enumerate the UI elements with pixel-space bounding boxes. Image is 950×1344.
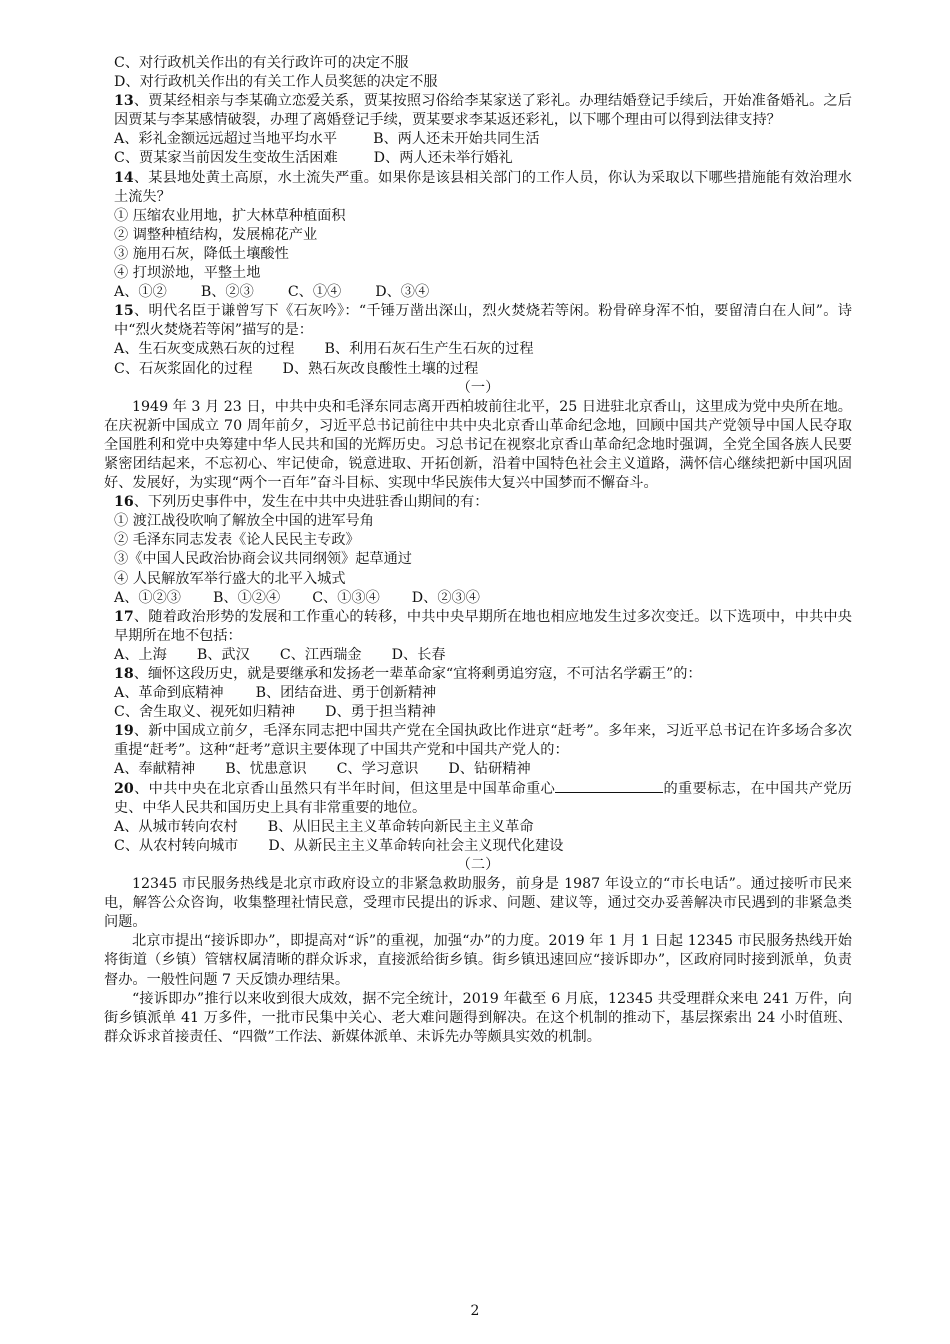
page-number: 2 bbox=[470, 1303, 480, 1319]
q20-option-c: C、从农村转向城市 bbox=[114, 837, 239, 854]
q20-options-cd bbox=[104, 837, 852, 856]
q18-option-c: C、舍生取义、视死如归精神 bbox=[114, 704, 296, 721]
section-2-title: （二） bbox=[456, 856, 500, 873]
q16-option-b: B、①②④ bbox=[213, 589, 281, 606]
q17-stem bbox=[104, 608, 852, 646]
q15-option-d: D、熟石灰改良酸性土壤的过程 bbox=[282, 360, 479, 377]
q13-stem bbox=[104, 92, 852, 130]
q20-options-ab bbox=[104, 818, 852, 837]
q16-item-1: ① 渡江战役吹响了解放全中国的进军号角 bbox=[114, 513, 374, 530]
page-content bbox=[104, 54, 852, 1047]
q13-options-cd bbox=[104, 149, 852, 168]
q18-options-cd bbox=[104, 703, 852, 722]
q18-option-d: D、勇于担当精神 bbox=[325, 704, 436, 721]
q15-option-b: B、利用石灰石生产生石灰的过程 bbox=[324, 341, 534, 358]
q12-option-c: C、对行政机关作出的有关行政许可的决定不服 bbox=[114, 55, 409, 71]
q15-stem-text: 、明代名臣于谦曾写下《石灰吟》：“千锤万凿出深山，烈火焚烧若等闲。粉骨碎身浑不怕，要留清白在人间”。诗中“烈火焚烧若等闲”描写的是： bbox=[114, 303, 852, 339]
q19-number: 19 bbox=[114, 723, 134, 740]
q15-options-ab bbox=[104, 340, 852, 359]
q18-option-b: B、团结奋进、勇于创新精神 bbox=[255, 685, 437, 702]
q15-option-c: C、石灰浆固化的过程 bbox=[114, 360, 253, 377]
q17-option-d: D、长春 bbox=[391, 646, 446, 663]
q16-item-3: ③《中国人民政治协商会议共同纲领》起草通过 bbox=[114, 551, 412, 568]
q19-option-b: B、忧患意识 bbox=[225, 761, 307, 778]
q16-options bbox=[104, 589, 852, 608]
q16-number: 16 bbox=[114, 494, 134, 511]
q13-option-c: C、贾某家当前因发生变故生活困难 bbox=[114, 150, 338, 167]
q18-option-a: A、革命到底精神 bbox=[114, 685, 224, 702]
q13-option-b: B、两人还未开始共同生活 bbox=[373, 131, 540, 148]
q13-stem-text: 、贾某经相亲与李某确立恋爱关系，贾某按照习俗给李某家送了彩礼。办理结婚登记手续后，开始准备婚礼。之后因贾某与李某感情破裂，办理了离婚登记手续，贾某要求李某返还彩礼，以下哪个理由可以得到法律支持？ bbox=[114, 93, 852, 129]
q14-item-4: ④ 打坝淤地，平整土地 bbox=[114, 265, 261, 282]
q17-option-b: B、武汉 bbox=[196, 646, 250, 663]
q20-stem-before: 、中共中央在北京香山虽然只有半年时间，但这里是中国革命重心 bbox=[133, 780, 556, 797]
q19-options bbox=[104, 760, 852, 779]
q19-option-c: C、学习意识 bbox=[336, 761, 419, 778]
q17-number: 17 bbox=[114, 608, 134, 625]
section-2-paragraph-2: 北京市提出“接诉即办”，即提高对“诉”的重视，加强“办”的力度。2019 年 1 月 1 日起 12345 市民服务热线开始将街道（乡镇）管辖权属清晰的群众诉求，直接派给街乡镇。街乡镇迅速回应“接诉即办”，区政府同时接到派单，负责督办。一般性问题 7 天反馈办理结果。 bbox=[104, 933, 852, 988]
q13-options-ab bbox=[104, 130, 852, 149]
q13-option-a: A、彩礼金额远远超过当地平均水平 bbox=[114, 131, 338, 148]
q20-option-d: D、从新民主主义革命转向社会主义现代化建设 bbox=[268, 837, 564, 854]
section-2-paragraph-3: “接诉即办”推行以来收到很大成效，据不完全统计，2019 年截至 6 月底，12345 共受理群众来电 241 万件，向街乡镇派单 41 万多件，一批市民集中关心、老大难问题得到解决。在这个机制的推动下，基层探索出 24 小时值班、群众诉求首接责任、“四微”工作法、新媒体派单、未诉先办等颇具实效的机制。 bbox=[104, 990, 852, 1045]
q20-answer-blank bbox=[555, 780, 663, 793]
q15-option-a: A、生石灰变成熟石灰的过程 bbox=[114, 341, 295, 358]
q19-option-a: A、奉献精神 bbox=[114, 761, 196, 778]
q12-option-d: D、对行政机关作出的有关工作人员奖惩的决定不服 bbox=[114, 74, 438, 91]
q19-stem bbox=[104, 722, 852, 760]
q15-stem bbox=[104, 302, 852, 340]
q14-option-b: B、②③ bbox=[200, 284, 254, 301]
q15-options-cd bbox=[104, 360, 852, 379]
q20-stem bbox=[104, 780, 852, 818]
q14-option-a: A、①② bbox=[114, 284, 167, 301]
q19-stem-text: 、新中国成立前夕，毛泽东同志把中国共产党在全国执政比作进京“赶考”。多年来，习近平总书记在许多场合多次重提“赶考”。这种“赶考”意识主要体现了中国共产党和中国共产党人的： bbox=[114, 723, 852, 759]
q18-number: 18 bbox=[114, 666, 134, 682]
q16-option-a: A、①②③ bbox=[114, 589, 181, 606]
q19-option-d: D、钻研精神 bbox=[448, 761, 531, 778]
q16-item-2: ② 毛泽东同志发表《论人民民主专政》 bbox=[114, 532, 360, 549]
q17-option-c: C、江西瑞金 bbox=[279, 646, 362, 663]
q14-stem bbox=[104, 169, 852, 207]
q13-number: 13 bbox=[114, 93, 134, 110]
q20-option-b: B、从旧民主主义革命转向新民主主义革命 bbox=[267, 818, 534, 835]
q17-option-a: A、上海 bbox=[114, 646, 167, 663]
q15-number: 15 bbox=[114, 303, 134, 320]
q18-options-ab bbox=[104, 684, 852, 703]
q14-item-3: ③ 施用石灰，降低土壤酸性 bbox=[114, 245, 289, 262]
q17-options bbox=[104, 646, 852, 665]
q20-stem-after: 的重要标志，在中国共产党历史、中华人民共和国历史上具有非常重要的地位。 bbox=[114, 780, 852, 816]
section-1-passage: 1949 年 3 月 23 日，中共中央和毛泽东同志离开西柏坡前往北平，25 日进驻北京香山，这里成为党中央所在地。在庆祝新中国成立 70 周年前夕，习近平总书记前往中共中央北京香山革命纪念地，回顾中国共产党领导中国人民夺取全国胜利和党中央筹建中华人民共和国的光辉历史。习总书记在视察北京香山革命纪念地时强调，全党全国各族人民要紧密团结起来，不忘初心、牢记使命，锐意进取、开拓创新，沿着中国特色社会主义道路，满怀信心继续把新中国巩固好、发展好，为实现“两个一百年”奋斗目标、实现中华民族伟大复兴中国梦而不懈奋斗。 bbox=[104, 398, 852, 492]
q14-number: 14 bbox=[114, 169, 134, 186]
q14-option-c: C、①④ bbox=[287, 284, 342, 301]
q20-option-a: A、从城市转向农村 bbox=[114, 818, 238, 835]
q18-stem-text: 、缅怀这段历史，就是要继承和发扬老一辈革命家“宜将剩勇追穷寇，不可沽名学霸王”的： bbox=[133, 666, 702, 682]
q16-option-d: D、②③④ bbox=[411, 589, 480, 606]
q16-stem-text: 、下列历史事件中，发生在中共中央进驻香山期间的有： bbox=[133, 494, 489, 511]
q16-item-4: ④ 人民解放军举行盛大的北平入城式 bbox=[114, 570, 346, 587]
q14-item-2: ② 调整种植结构，发展棉花产业 bbox=[114, 226, 318, 243]
q14-stem-text: 、某县地处黄土高原，水土流失严重。如果你是该县相关部门的工作人员，你认为采取以下哪些措施能有效治理水土流失？ bbox=[114, 169, 852, 205]
q18-stem bbox=[104, 665, 852, 684]
q14-option-d: D、③④ bbox=[375, 284, 430, 301]
q14-options bbox=[104, 283, 852, 302]
q20-number: 20 bbox=[114, 780, 134, 797]
q16-option-c: C、①③④ bbox=[312, 589, 380, 606]
q16-stem bbox=[104, 493, 852, 512]
q14-item-1: ① 压缩农业用地，扩大林草种植面积 bbox=[114, 207, 346, 224]
q13-option-d: D、两人还未举行婚礼 bbox=[373, 150, 513, 167]
q17-stem-text: 、随着政治形势的发展和工作重心的转移，中共中央早期所在地也相应地发生过多次变迁。以下选项中，中共中央早期所在地不包括： bbox=[114, 608, 852, 644]
section-2-paragraph-1: 12345 市民服务热线是北京市政府设立的非紧急救助服务，前身是 1987 年设立的“市长电话”。通过接听市民来电，解答公众咨询，收集整理社情民意，受理市民提出的诉求、问题、建议等，通过交办妥善解决市民遇到的非紧急类问题。 bbox=[104, 876, 852, 931]
section-1-title: （一） bbox=[456, 379, 500, 396]
